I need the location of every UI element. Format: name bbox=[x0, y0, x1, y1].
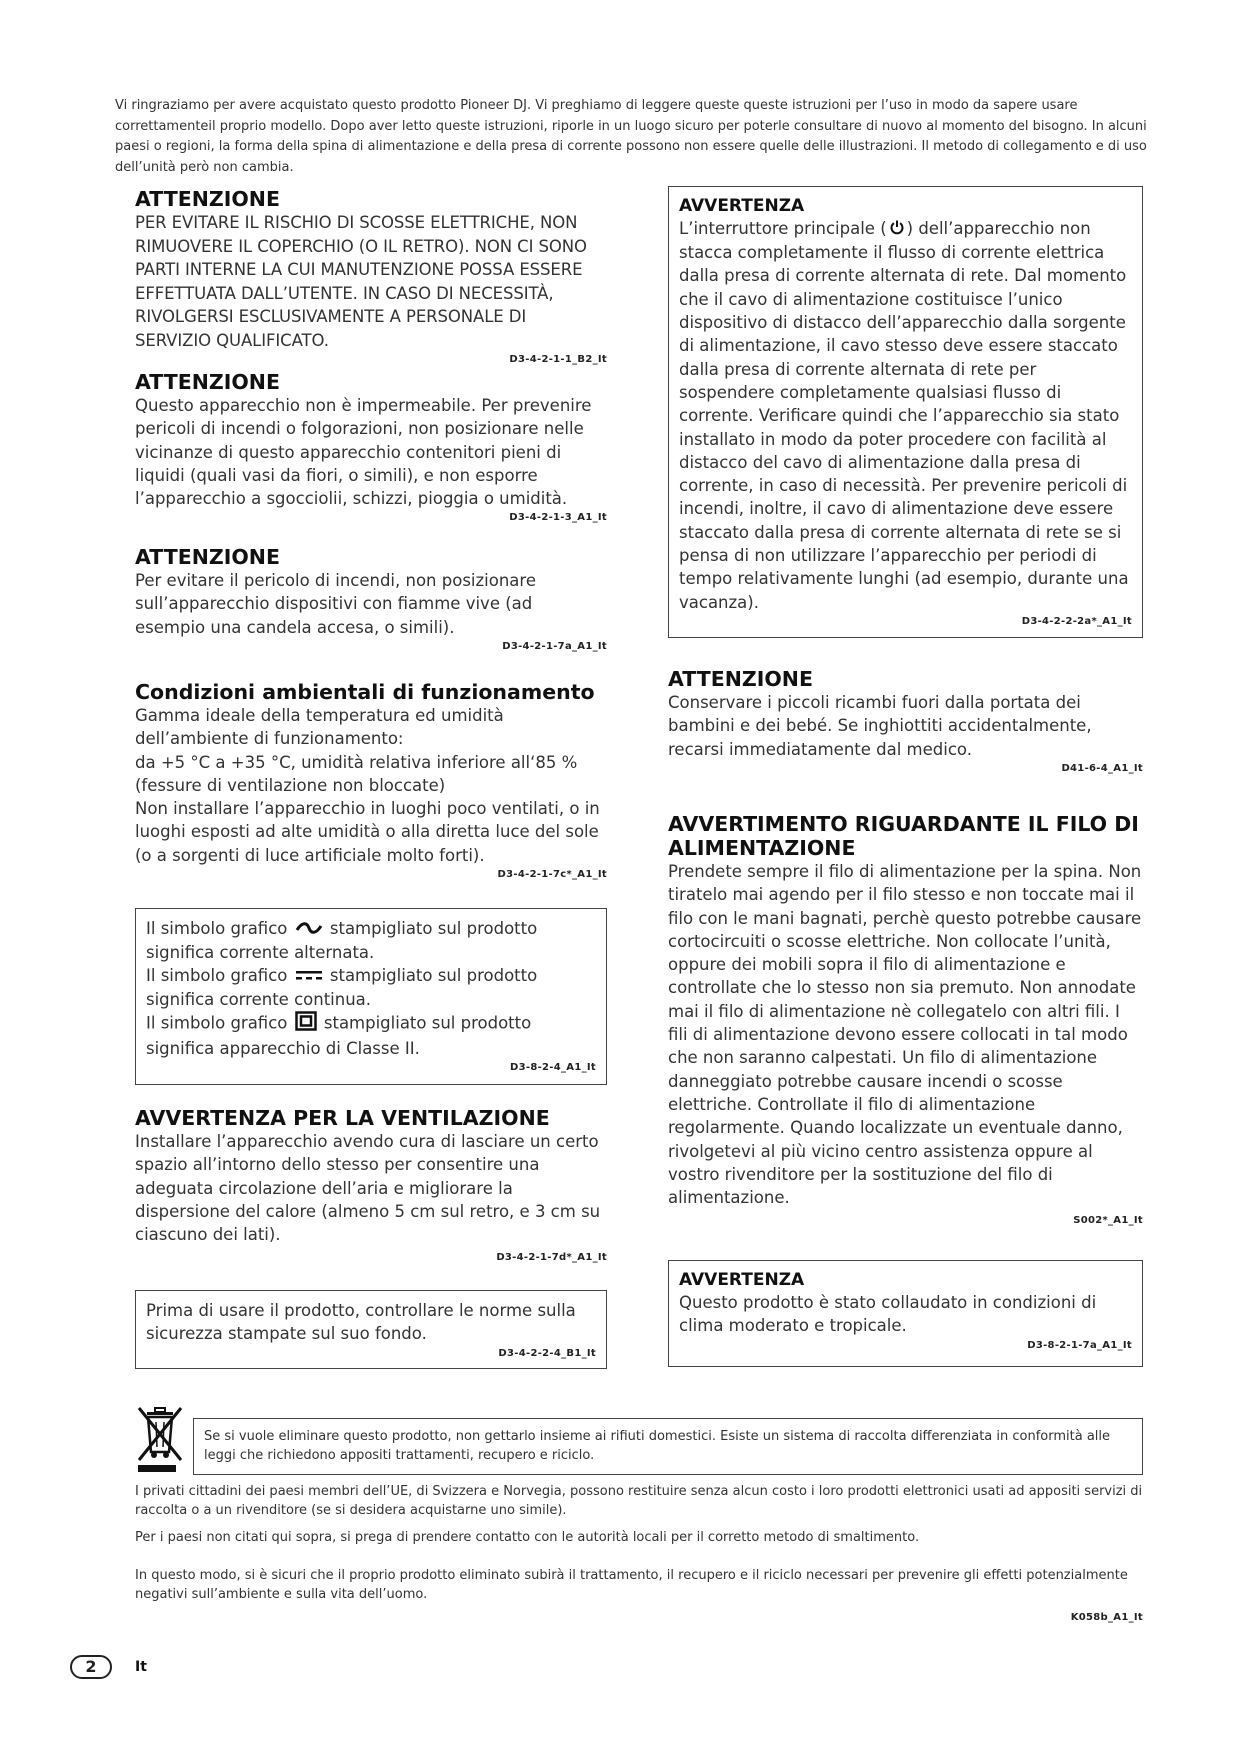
page-number: 2 bbox=[70, 1655, 112, 1679]
weee-bin-icon bbox=[135, 1404, 185, 1478]
ac-symbol-post: stampigliato sul prodotto bbox=[329, 919, 538, 938]
doc-code: D3-4-2-1-3_A1_It bbox=[509, 512, 607, 524]
class2-symbol-meaning: significa apparecchio di Classe II. bbox=[146, 1039, 420, 1058]
section-body: Per evitare il pericolo di incendi, non posizionare sull’apparecchio dispositivi con fiamme vive (ad esempio una candela accesa, o simili). bbox=[135, 571, 536, 637]
doc-code: D3-8-2-1-7a_A1_It bbox=[1027, 1339, 1132, 1351]
attenzione-fire bbox=[135, 545, 607, 655]
doc-code: D3-8-2-4_A1_It bbox=[510, 1062, 596, 1073]
section-body: Gamma ideale della temperatura ed umidità dell’ambiente di funzionamento: da +5 °C a +35 °C, umidità relativa inferiore all‘85 % (fessure di ventilazione non bloccate) Non installare l’apparecchio in luoghi poco ventilati, o in luoghi esposti ad alte umidità o alla diretta luce del sole (o a sorgenti di luce artificiale molto forti). bbox=[135, 706, 600, 865]
attenzione-waterproof bbox=[135, 370, 607, 526]
box-title: AVVERTENZA bbox=[679, 196, 805, 216]
class2-symbol-pre: Il simbolo grafico bbox=[146, 1013, 288, 1033]
operating-conditions bbox=[135, 680, 607, 883]
dc-symbol-icon bbox=[295, 965, 323, 988]
weee-paragraph-3: In questo modo, si è sicuri che il proprio prodotto eliminato subirà il trattamento, il recupero e il riciclo necessari per prevenire gli effetti potenzialmente negativi sull’ambiente e sulla vita dell’uomo. bbox=[135, 1568, 1128, 1602]
power-icon bbox=[889, 218, 905, 241]
ventilation-warning bbox=[135, 1106, 607, 1266]
doc-code: S002*_A1_It bbox=[1073, 1215, 1143, 1227]
dc-symbol-meaning: significa corrente continua. bbox=[146, 990, 372, 1009]
doc-code: D3-4-2-2-2a*_A1_It bbox=[1021, 615, 1132, 627]
box-title: AVVERTENZA bbox=[679, 1270, 805, 1290]
doc-code: D3-4-2-1-1_B2_It bbox=[509, 354, 607, 365]
class2-symbol-post: stampigliato sul prodotto bbox=[323, 1013, 532, 1033]
dc-symbol-pre: Il simbolo grafico bbox=[146, 966, 288, 985]
avvertenza-climate-box bbox=[668, 1260, 1143, 1367]
section-body: PER EVITARE IL RISCHIO DI SCOSSE ELETTRICHE, NON RIMUOVERE IL COPERCHIO (O IL RETRO). NON CI SONO PARTI INTERNE LA CUI MANUTENZIONE POSSA ESSERE EFFETTUATA DALL’UTENTE. IN CASO DI NECESSITÀ, RIVOLGERSI ESCLUSIVAMENTE A PERSONALE DI SERVIZIO QUALIFICATO. bbox=[135, 213, 587, 350]
section-title: ATTENZIONE bbox=[135, 545, 280, 569]
doc-code: D3-4-2-1-7d*_A1_It bbox=[496, 1252, 607, 1264]
section-title: AVVERTENZA PER LA VENTILAZIONE bbox=[135, 1106, 550, 1130]
power-cord-warning bbox=[668, 812, 1143, 1229]
weee-disposal-box: Se si vuole eliminare questo prodotto, non gettarlo insieme ai rifiuti domestici. Esiste un sistema di raccolta differenziata in conformità alle leggi che richiedono appositi trattamenti, recupero e riciclo. bbox=[193, 1418, 1143, 1475]
section-body: Conservare i piccoli ricambi fuori dalla portata dei bambini e dei bebé. Se inghiottiti accidentalmente, recarsi immediatamente dal medico. bbox=[668, 693, 1092, 759]
box-body-pre: L’interruttore principale ( bbox=[679, 219, 887, 238]
section-title: AVVERTIMENTO RIGUARDANTE IL FILO DI ALIMENTAZIONE bbox=[668, 812, 1139, 860]
intro-text: Vi ringraziamo per avere acquistato questo prodotto Pioneer DJ. Vi preghiamo di leggere queste queste istruzioni per l’uso in modo da sapere usare correttamenteil proprio modello. Dopo aver letto queste istruzioni, riporle in un luogo sicuro per poterle consultare di nuovo al momento del bisogno. In alcuni paesi o regioni, la forma della spina di alimentazione e della presa di corrente possono non essere quelle delle illustrazioni. Il metodo di collegamento e di uso dell’unità però non cambia. bbox=[115, 98, 1147, 175]
section-body: Installare l’apparecchio avendo cura di lasciare un certo spazio all’intorno dello stesso per consentire una adeguata circolazione dell’aria e migliorare la dispersione del calore (almeno 5 cm sul retro, e 3 cm su ciascuno dei lati). bbox=[135, 1132, 601, 1245]
class2-symbol-icon bbox=[295, 1011, 317, 1037]
attenzione-electric-shock bbox=[135, 187, 607, 368]
section-title: Condizioni ambientali di funzionamento bbox=[135, 680, 595, 704]
weee-paragraph-2: Per i paesi non citati qui sopra, si prega di prendere contatto con le autorità locali per il corretto metodo di smaltimento. bbox=[135, 1530, 920, 1545]
ac-symbol-meaning: significa corrente alternata. bbox=[146, 943, 375, 962]
doc-code: D3-4-2-1-7a_A1_It bbox=[502, 640, 607, 652]
weee-paragraph-1: I privati cittadini dei paesi membri dell’UE, di Svizzera e Norvegia, possono restituire senza alcun costo i loro prodotti elettronici usati ad appositi servizi di raccolta o a un rivenditore (se si desidera acquistarne uno simile). bbox=[135, 1484, 1143, 1518]
section-body: Questo apparecchio non è impermeabile. Per prevenire pericoli di incendi o folgorazioni, non posizionare nelle vicinanze di questo apparecchio contenitori pieni di liquidi (quali vasi da fiori, o simili), e non esporre l’apparecchio a sgocciolii, schizzi, pioggia o umidità. bbox=[135, 396, 592, 509]
box-body bbox=[679, 217, 1132, 614]
doc-code: D41-6-4_A1_It bbox=[1061, 762, 1143, 774]
doc-code: D3-4-2-1-7c*_A1_It bbox=[497, 869, 607, 881]
ac-symbol-icon bbox=[295, 918, 323, 941]
symbols-box bbox=[135, 908, 607, 1085]
section-title: ATTENZIONE bbox=[668, 667, 813, 691]
doc-code: K058b_A1_It bbox=[1070, 1612, 1143, 1623]
safety-norms-box bbox=[135, 1290, 607, 1369]
language-code: It bbox=[135, 1659, 147, 1675]
avvertenza-power-box bbox=[668, 186, 1143, 638]
dc-symbol-post: stampigliato sul prodotto bbox=[329, 966, 538, 985]
doc-code: D3-4-2-2-4_B1_It bbox=[498, 1347, 596, 1359]
section-body: Prendete sempre il filo di alimentazione per la spina. Non tiratelo mai agendo per il filo stesso e non toccate mai il filo con le mani bagnati, perchè questo potrebbe causare cortocircuiti o scosse elettriche. Non collocate l’unità, oppure dei mobili sopra il filo di alimentazione e controllate che lo stesso non sia premuto. Non annodate mai il filo di alimentazione nè collegatelo con altri fili. I fili di alimentazione devono essere collocati in tal modo che non saranno calpestati. Un filo di alimentazione danneggiato potrebbe causare incendi o scosse elettriche. Controllate il filo di alimentazione regolarmente. Quando localizzate un eventuale danno, rivolgetevi al più vicino centro assistenza oppure al vostro rivenditore per la sostituzione del filo di alimentazione. bbox=[668, 862, 1142, 1208]
section-title: ATTENZIONE bbox=[135, 370, 280, 394]
ac-symbol-pre: Il simbolo grafico bbox=[146, 919, 288, 938]
box-body-post: ) dell’apparecchio non stacca completamente il flusso di corrente elettrica dalla presa di corrente alternata di rete. Dal momento che il cavo di alimentazione costituisce l’unico dispositivo di distacco dell’apparecchio dalla sorgente di alimentazione, il cavo stesso deve essere staccato dalla presa di corrente alternata di rete per sospendere completamente qualsiasi flusso di corrente. Verificare quindi che l’apparecchio sia stato installato in modo da poter procedere con facilità al distacco del cavo di alimentazione dalla presa di corrente, in caso di necessità. Per prevenire pericoli di incendi, inoltre, il cavo di alimentazione deve essere staccato dalla presa di corrente alternata di rete se si pensa di non utilizzare l’apparecchio per periodi di tempo relativamente lunghi (ad esempio, durante una vacanza). bbox=[679, 219, 1129, 612]
box-body: Prima di usare il prodotto, controllare le norme sulla sicurezza stampate sul suo fondo. bbox=[146, 1301, 576, 1344]
section-title: ATTENZIONE bbox=[135, 187, 280, 211]
box-body: Questo prodotto è stato collaudato in condizioni di clima moderato e tropicale. bbox=[679, 1293, 1097, 1336]
attenzione-small-parts bbox=[668, 667, 1143, 777]
